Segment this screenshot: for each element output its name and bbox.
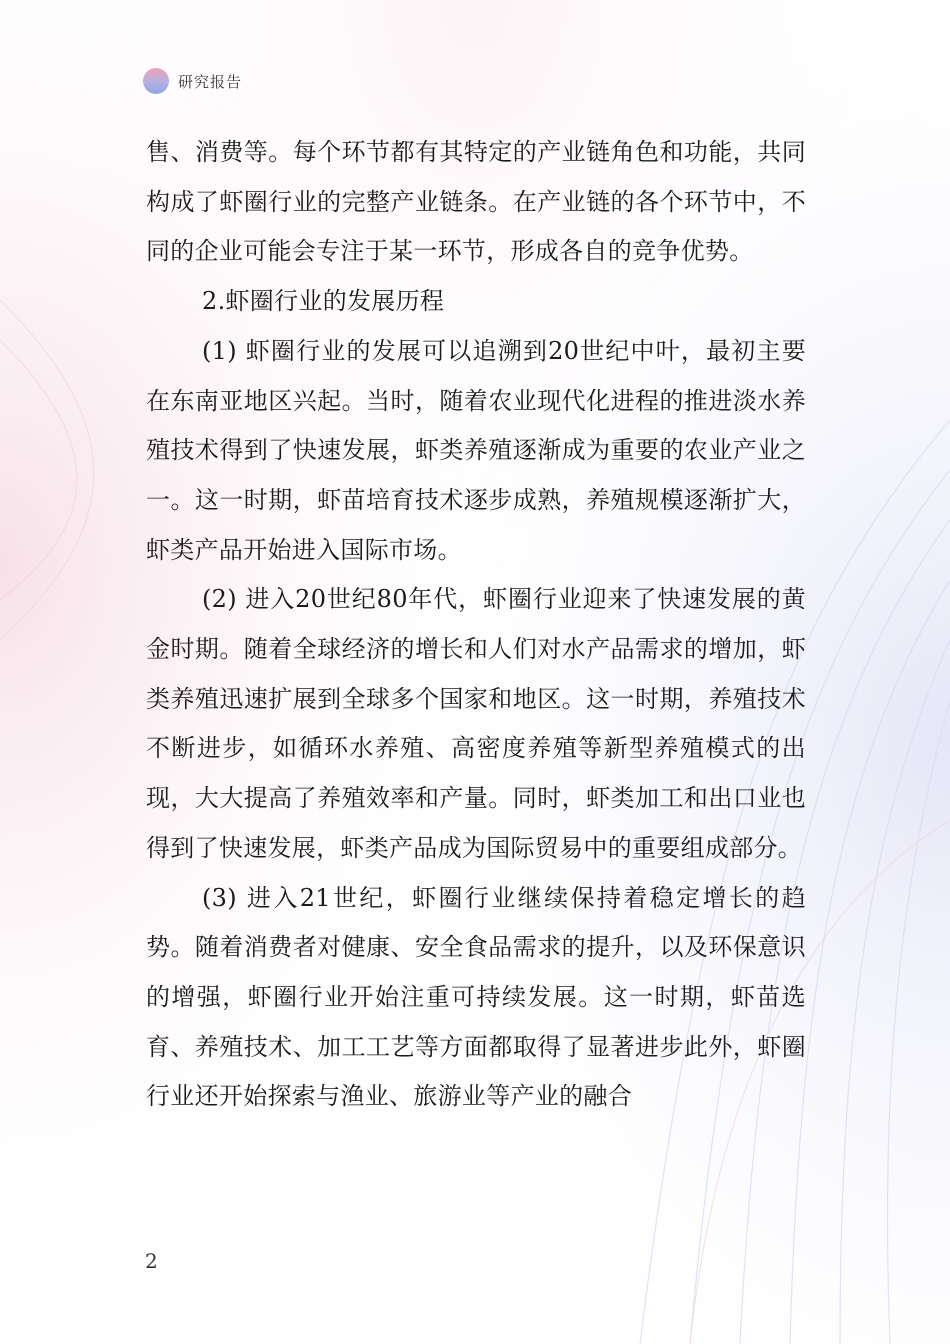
report-logo-icon: [143, 68, 169, 94]
document-body: [146, 128, 806, 1122]
header-title: 研究报告: [178, 72, 243, 91]
paragraph-item-1: (1) 虾圈行业的发展可以追溯到20世纪中叶，最初主要在东南亚地区兴起。当时，随着农业现代化进程的推进淡水养殖技术得到了快速发展，虾类养殖逐渐成为重要的农业产业之一。这一时期，虾苗培育技术逐步成熟，养殖规模逐渐扩大，虾类产品开始进入国际市场。: [146, 336, 806, 564]
paragraph-item-2: (2) 进入20世纪80年代，虾圈行业迎来了快速发展的黄金时期。随着全球经济的增长和人们对水产品需求的增加，虾类养殖迅速扩展到全球多个国家和地区。这一时期，养殖技术不断进步，如循环水养殖、高密度养殖等新型养殖模式的出现，大大提高了养殖效率和产量。同时，虾类加工和出口业也得到了快速发展，虾类产品成为国际贸易中的重要组成部分。: [146, 585, 806, 862]
report-header: [143, 66, 242, 96]
section-heading: 2.虾圈行业的发展历程: [202, 287, 445, 316]
paragraph-item-3: (3) 进入21世纪，虾圈行业继续保持着稳定增长的趋势。随着消费者对健康、安全食品需求的提升，以及环保意识的增强，虾圈行业开始注重可持续发展。这一时期，虾苗选育、养殖技术、加工工艺等方面都取得了显著进步此外，虾圈行业还开始探索与渔业、旅游业等产业的融合: [146, 883, 806, 1111]
page-number: 2: [145, 1249, 158, 1273]
paragraph-continuation: 售、消费等。每个环节都有其特定的产业链角色和功能，共同构成了虾圈行业的完整产业链条。在产业链的各个环节中，不同的企业可能会专注于某一环节，形成各自的竞争优势。: [146, 138, 806, 266]
